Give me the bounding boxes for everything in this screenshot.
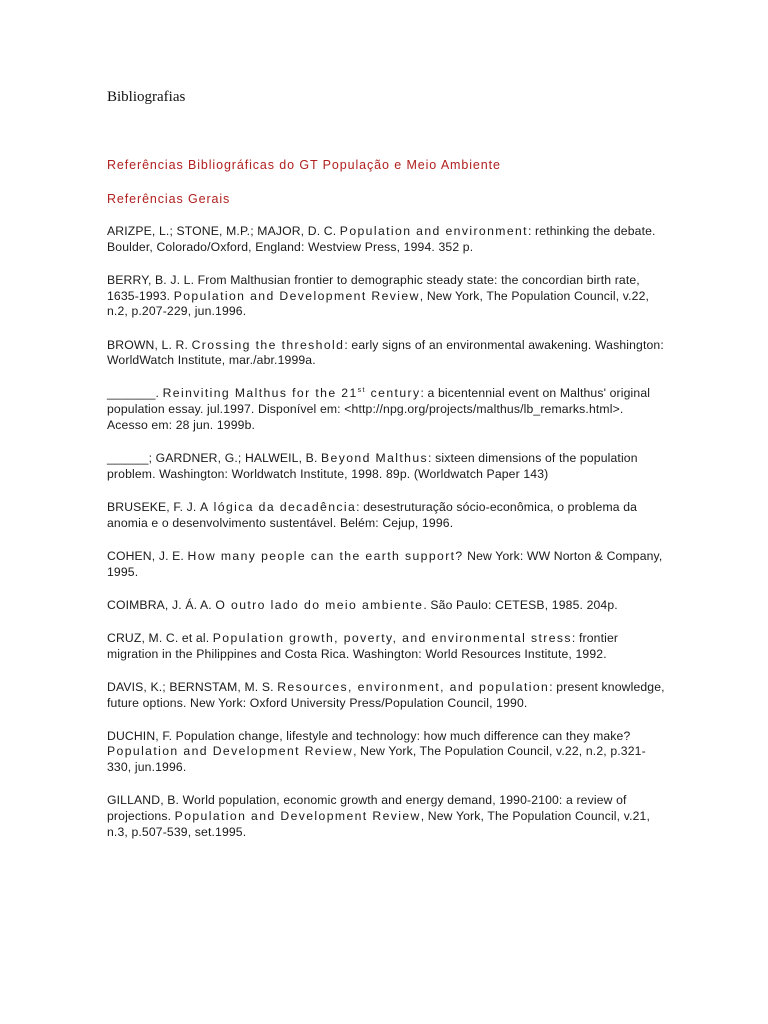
reference-authors: COHEN, J. E. [107,548,188,563]
reference-details: New York: WW Norton & Company, 1995. [107,548,663,579]
reference-authors: COIMBRA, J. Á. A. [107,597,216,612]
reference-item [107,273,667,320]
reference-authors: CRUZ, M. C. et al. [107,630,213,645]
reference-list [107,224,667,858]
reference-details: : present knowledge, future options. New York: Oxford University Press/Population Council, 1990. [107,679,665,710]
reference-title: Population and Development Review [107,744,354,759]
reference-details: : frontier migration in the Philippines and Costa Rica. Washington: World Resources Institute, 1992. [107,630,619,661]
reference-item [107,451,667,482]
reference-item [107,224,667,255]
reference-item [107,729,667,776]
reference-title: Resources, environment, and population [277,679,550,694]
reference-title: Population and Development Review [174,809,421,824]
reference-title-superscript: st [357,387,366,395]
reference-authors: DAVIS, K.; BERNSTAM, M. S. [107,679,278,694]
reference-item [107,680,667,711]
reference-authors: BRUSEKE, F. J. [107,499,201,514]
reference-item [107,338,667,369]
reference-title: Population growth, poverty, and environmental stress [212,630,572,645]
reference-details: : a bicentennial event on Malthus' original population essay. jul.1997. Disponível em: <http://npg.org/projects/malthus/lb_remarks.html>. Acesso em: 28 jun. 1999b. [107,386,651,432]
reference-item [107,793,667,840]
reference-details: : rethinking the debate. Boulder, Colorado/Oxford, England: Westview Press, 1994. 352 p. [107,224,656,254]
reference-details: : early signs of an environmental awakening. Washington: WorldWatch Institute, mar./abr.1999a. [107,337,664,368]
reference-item [107,500,667,531]
section-heading: Referências Bibliográficas do GT População e Meio Ambiente [107,158,501,172]
reference-authors: ARIZPE, L.; STONE, M.P.; MAJOR, D. C. [107,224,340,238]
reference-authors: _______. [107,386,163,401]
reference-title: Population and environment [339,224,528,238]
reference-authors: ______; GARDNER, G.; HALWEIL, B. [107,451,322,466]
reference-title: How many people can the earth support? [187,548,464,563]
reference-item [107,631,667,662]
reference-authors: BERRY, B. J. L. From Malthusian frontier to demographic steady state: the concordian birth rate, 1635-1993. [107,272,640,303]
reference-details: , New York, The Population Council, v.22, n.2, p.321-330, jun.1996. [107,744,646,775]
document-title: Bibliografias [107,89,186,105]
reference-item [107,386,667,433]
reference-details: : sixteen dimensions of the population problem. Washington: Worldwatch Institute, 1998. 89p. (Worldwatch Paper 143) [107,451,638,481]
reference-title: O outro lado do meio ambiente [215,597,424,612]
reference-authors: GILLAND, B. World population, economic growth and energy demand, 1990-2100: a review of projections. [107,793,627,824]
reference-title: Crossing the threshold [191,337,345,352]
reference-title: Population and Development Review [173,288,420,303]
reference-details: : desestruturação sócio-econômica, o problema da anomia e o desenvolvimento sustentável. Belém: Cejup, 1996. [107,499,638,530]
reference-item [107,598,667,614]
section-subheading: Referências Gerais [107,192,231,206]
reference-details: , New York, The Population Council, v.21, n.3, p.507-539, set.1995. [107,809,650,839]
reference-details: . São Paulo: CETESB, 1985. 204p. [423,597,618,612]
reference-authors: BROWN, L. R. [107,337,192,352]
reference-title: A lógica da decadência [200,499,357,514]
reference-title-cont: century [365,386,421,401]
reference-title: Reinviting Malthus for the 21 [162,386,358,401]
reference-details: , New York, The Population Council, v.22, n.2, p.207-229, jun.1996. [107,288,650,319]
reference-title: Beyond Malthus [321,451,429,466]
reference-item [107,549,667,580]
reference-authors: DUCHIN, F. Population change, lifestyle and technology: how much difference can they make? [107,728,631,743]
